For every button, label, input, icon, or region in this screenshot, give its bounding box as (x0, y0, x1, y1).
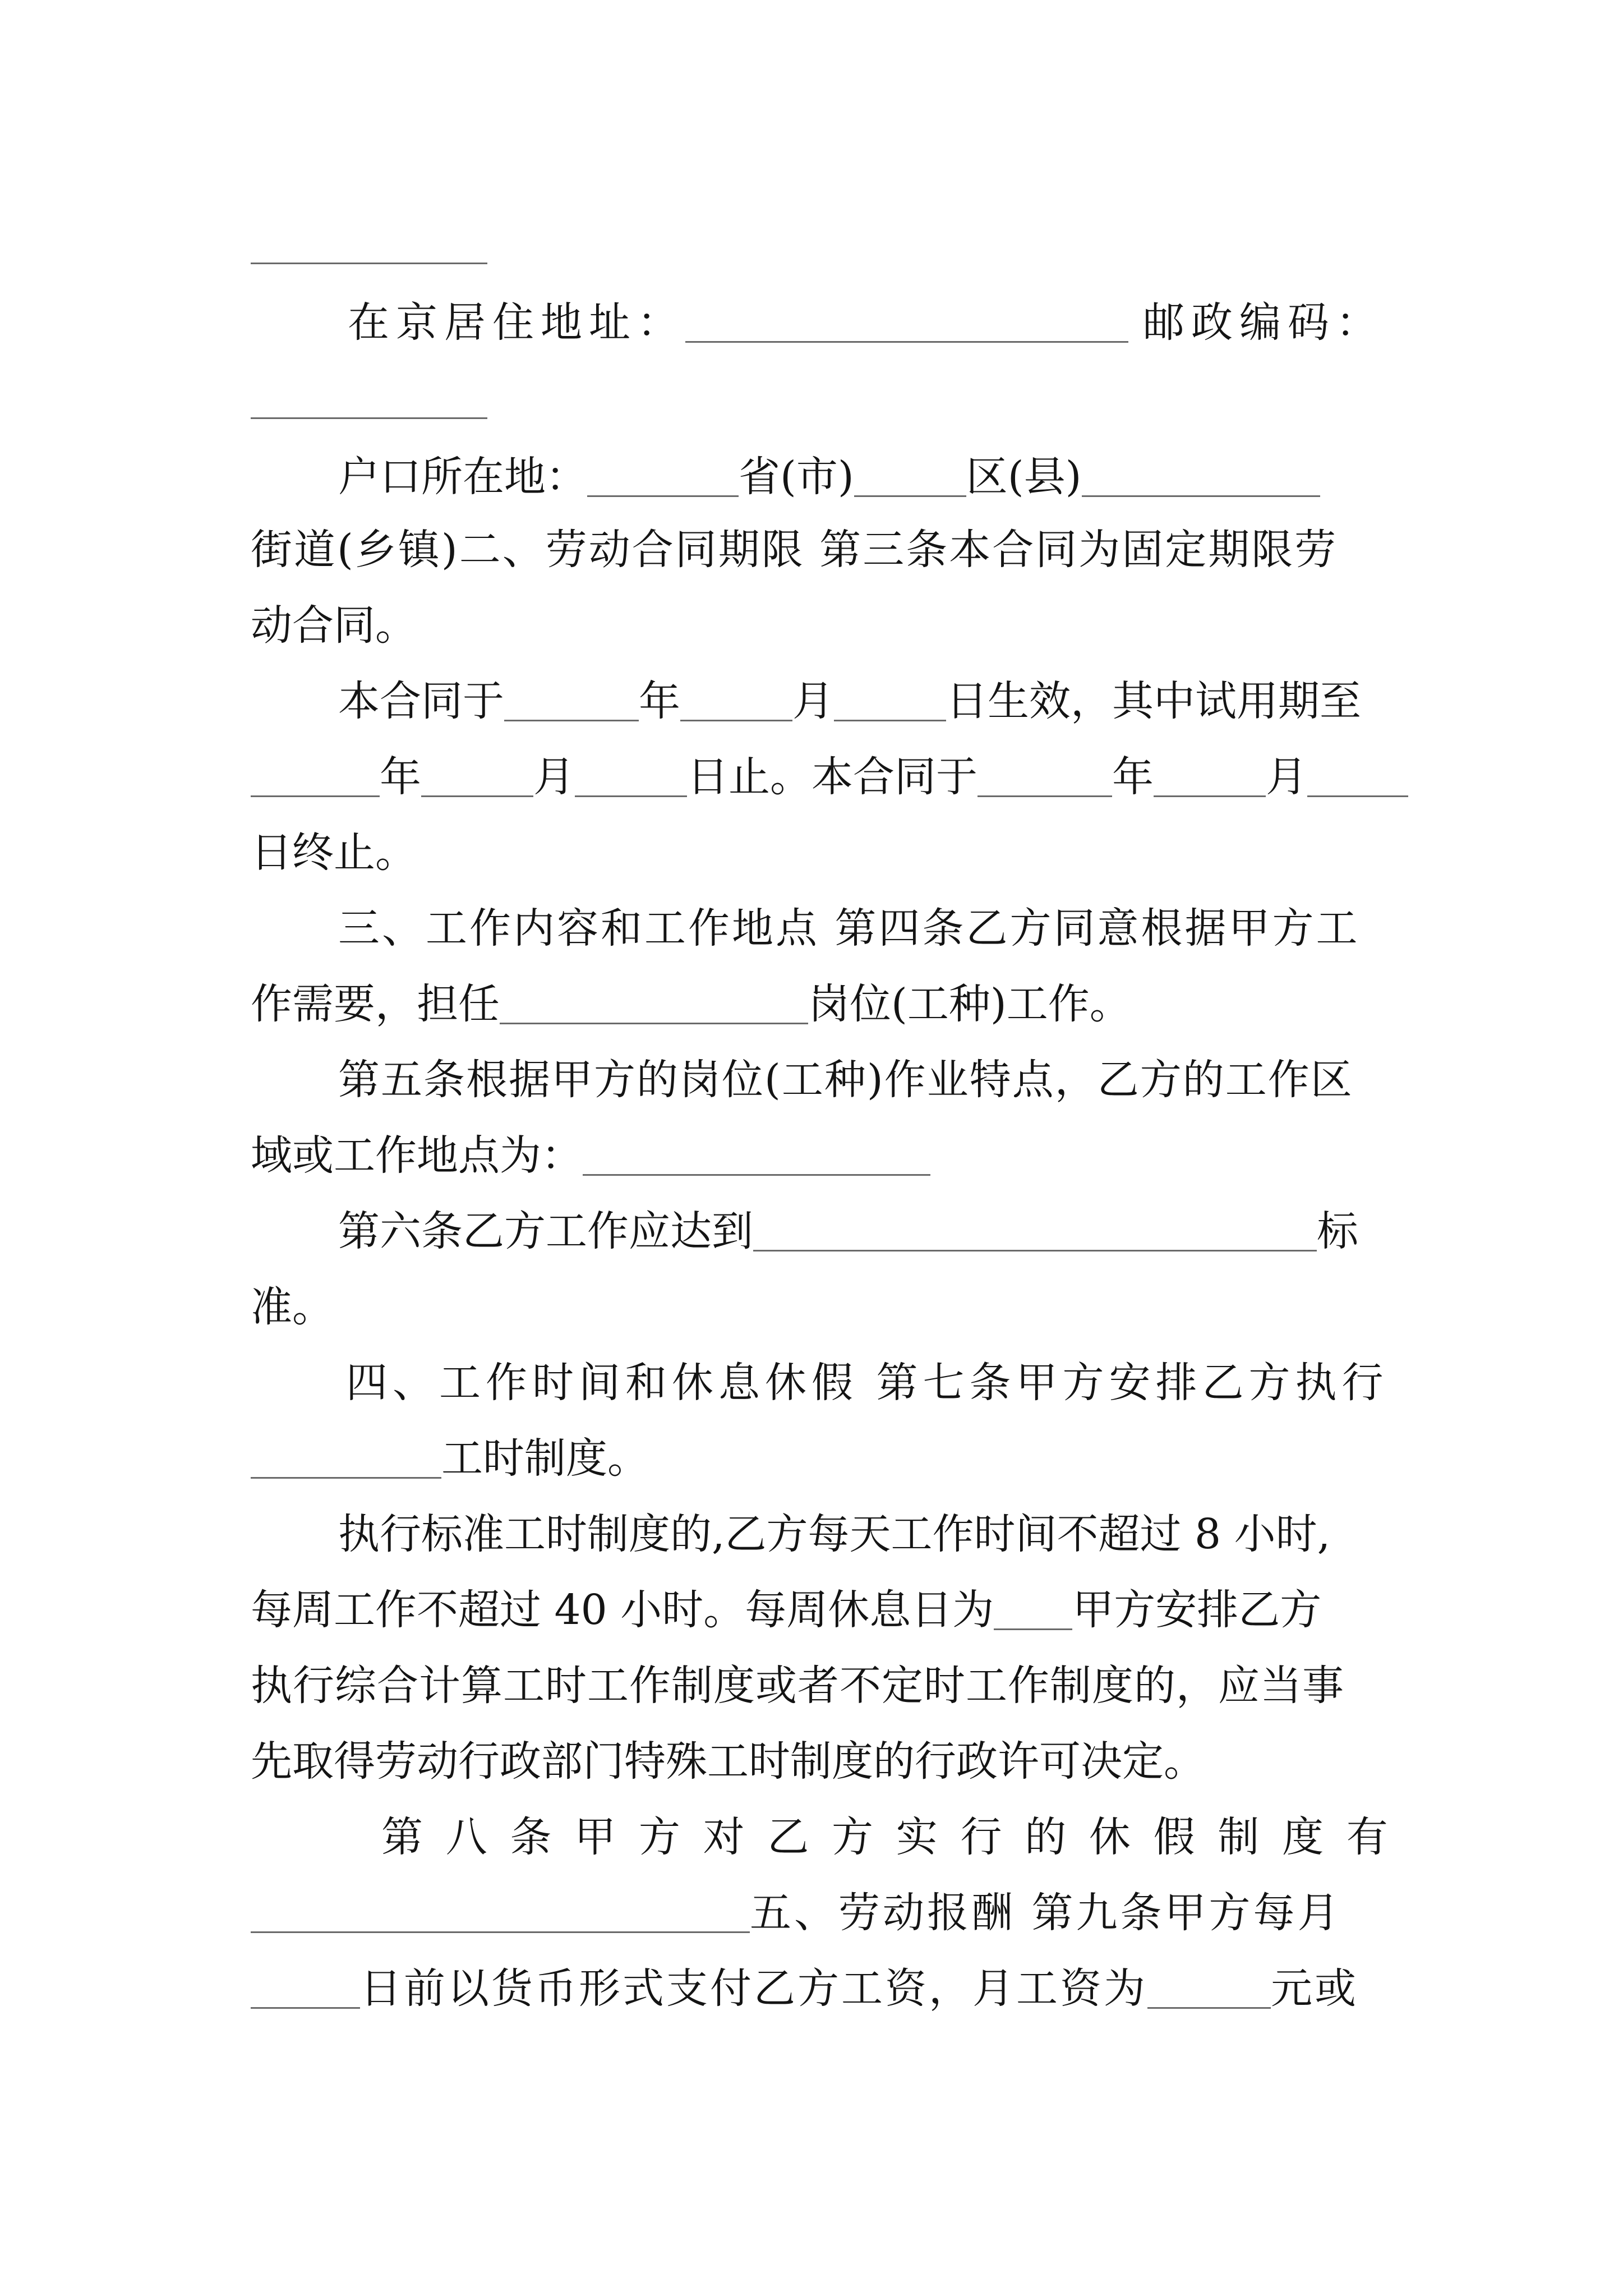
post-prefix: 作需要，担任 (251, 980, 500, 1028)
standard-hours-line: 执行综合计算工时工作制度或者不定时工作制度的，应当事 (251, 1662, 1344, 1710)
text-line (338, 900, 1360, 956)
postcode-field[interactable] (251, 417, 487, 419)
residence-address-field[interactable] (685, 301, 1128, 343)
wage-text: 日前以货币形式支付乙方工资，月工资为 (360, 1964, 1147, 2013)
street-field[interactable] (1082, 455, 1320, 497)
section3-heading: 三、工作内容和工作地点 第四条乙方同意根据甲方工 (338, 904, 1360, 953)
section4-heading: 四、工作时间和休息休假 第七条甲方安排乙方执行 (346, 1359, 1389, 1407)
end-day-field[interactable] (1307, 755, 1408, 797)
effective-year-field[interactable] (504, 679, 639, 721)
year-label: 年 (380, 753, 421, 801)
pay-day-field[interactable] (251, 1967, 360, 2009)
residence-label: 在京居住地址： (348, 298, 685, 347)
article8-char: 假 (1153, 1813, 1195, 1861)
section5-heading: 五、劳动报酬 第九条甲方每月 (750, 1889, 1342, 1937)
article8-char: 方 (832, 1813, 874, 1861)
leave-system-field[interactable] (251, 1891, 750, 1933)
text-line (346, 1355, 1389, 1411)
article8-char: 乙 (767, 1813, 809, 1861)
article8-char: 度 (1282, 1813, 1324, 1861)
wage-text: 元或 (1271, 1964, 1358, 2013)
text-line (251, 1430, 649, 1487)
article6-suffix: 标 (1317, 1207, 1358, 1255)
article8-char: 甲 (574, 1813, 616, 1861)
text-line (338, 673, 1361, 729)
rest-day-field[interactable] (994, 1588, 1072, 1630)
probation-day-field[interactable] (575, 755, 687, 797)
text-line (338, 449, 1320, 505)
post-field[interactable] (500, 982, 808, 1024)
post-suffix: 岗位(工种)工作。 (808, 980, 1131, 1028)
article8-char: 的 (1025, 1813, 1067, 1861)
postcode-label: 邮政编码： (1143, 298, 1384, 347)
article5-line: 第五条根据甲方的岗位(工种)作业特点，乙方的工作区 (338, 1056, 1353, 1104)
text-line (251, 1128, 930, 1184)
probation-year-field[interactable] (251, 755, 380, 797)
district-field-1[interactable] (854, 455, 966, 497)
text-line (251, 597, 417, 654)
article8-char: 对 (703, 1813, 745, 1861)
work-hours-system-field[interactable] (251, 1437, 441, 1479)
text-line (338, 1203, 1358, 1259)
text-line (251, 1658, 1344, 1714)
article8-char: 方 (638, 1813, 680, 1861)
hukou-label: 户口所在地： (338, 453, 587, 501)
contract-type-end: 动合同。 (251, 601, 417, 650)
work-location-field[interactable] (583, 1134, 930, 1176)
work-standard-field[interactable] (753, 1209, 1317, 1251)
article8-char: 八 (445, 1813, 487, 1861)
blank-line (251, 263, 487, 264)
effective-month-field[interactable] (680, 679, 792, 721)
month-label: 月 (1266, 753, 1307, 801)
effective-suffix: 日生效，其中试用期至 (946, 677, 1361, 725)
effective-day-field[interactable] (834, 679, 946, 721)
text-line (338, 1506, 1330, 1562)
month-label: 月 (533, 753, 575, 801)
text-line (251, 1885, 1342, 1941)
standard-hours-line: 执行标准工时制度的,乙方每天工作时间不超过 8 小时, (338, 1510, 1331, 1558)
province-field[interactable] (587, 455, 739, 497)
article6-prefix: 第六条乙方工作应达到 (338, 1207, 753, 1255)
text-line (251, 1279, 334, 1335)
article8-char: 实 (896, 1813, 938, 1861)
text-line (251, 825, 417, 881)
article8-char: 条 (510, 1813, 552, 1861)
article8-char: 有 (1346, 1813, 1388, 1861)
article6-end: 准。 (251, 1283, 334, 1331)
probation-end-text: 日止。本合同于 (687, 753, 978, 801)
year-label: 年 (639, 677, 680, 725)
street-and-section2: 街道(乡镇)二、劳动合同期限 第三条本合同为固定期限劳 (251, 526, 1338, 574)
text-line (251, 522, 1338, 578)
probation-month-field[interactable] (421, 755, 533, 797)
article8-line (381, 1809, 1388, 1865)
end-year-field[interactable] (978, 755, 1112, 797)
text-line (251, 1733, 1205, 1789)
month-label: 月 (792, 677, 834, 725)
article8-char: 行 (960, 1813, 1002, 1861)
monthly-wage-field[interactable] (1147, 1967, 1271, 2009)
article8-char: 第 (381, 1813, 423, 1861)
standard-hours-line: 先取得劳动行政部门特殊工时制度的行政许可决定。 (251, 1737, 1205, 1786)
province-label: 省(市) (739, 453, 854, 501)
text-line (251, 749, 1408, 805)
district-label: 区(县) (966, 453, 1082, 501)
article8-char: 制 (1218, 1813, 1260, 1861)
article8-char: 休 (1089, 1813, 1131, 1861)
text-line (251, 976, 1131, 1032)
terminate-text: 日终止。 (251, 829, 417, 877)
text-line (348, 295, 1384, 351)
year-label: 年 (1112, 753, 1154, 801)
text-line (251, 1961, 1358, 2017)
standard-hours-line: 甲方安排乙方 (1072, 1586, 1322, 1634)
article5-line: 域或工作地点为： (251, 1131, 583, 1180)
text-line (338, 1052, 1353, 1108)
hours-system-text: 工时制度。 (441, 1434, 649, 1483)
end-month-field[interactable] (1154, 755, 1266, 797)
text-line (251, 1582, 1321, 1638)
standard-hours-line: 每周工作不超过 40 小时。每周休息日为 (251, 1586, 994, 1634)
effective-prefix: 本合同于 (338, 677, 504, 725)
